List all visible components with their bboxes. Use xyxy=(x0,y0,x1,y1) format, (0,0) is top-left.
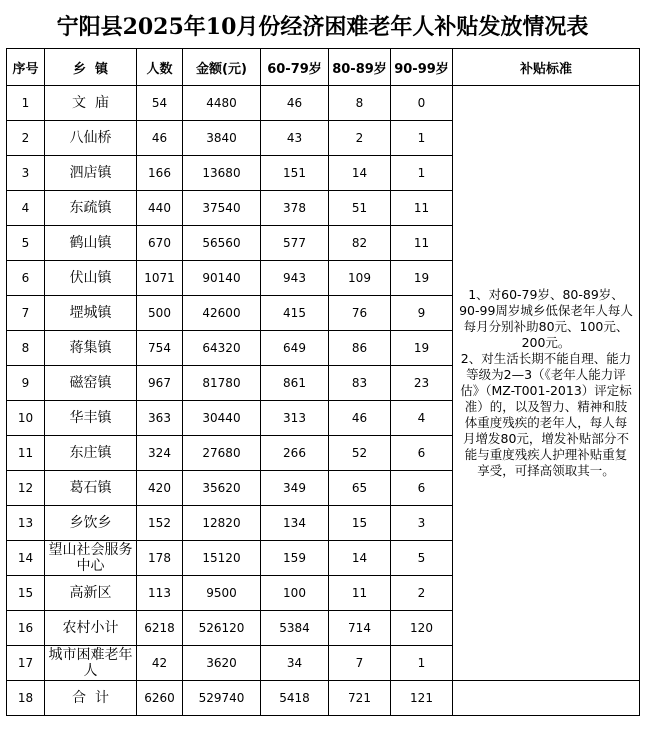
row-amount: 42600 xyxy=(183,296,261,331)
row-town: 堽城镇 xyxy=(45,296,137,331)
row-count: 166 xyxy=(137,156,183,191)
row-seq: 3 xyxy=(7,156,45,191)
row-seq: 6 xyxy=(7,261,45,296)
row-seq: 16 xyxy=(7,611,45,646)
row-count: 178 xyxy=(137,541,183,576)
row-age-60-79: 5384 xyxy=(261,611,329,646)
row-age-80-89: 7 xyxy=(329,646,391,681)
row-town: 农村小计 xyxy=(45,611,137,646)
row-count: 152 xyxy=(137,506,183,541)
row-town: 华丰镇 xyxy=(45,401,137,436)
table-body xyxy=(7,86,640,716)
row-amount: 15120 xyxy=(183,541,261,576)
row-seq: 5 xyxy=(7,226,45,261)
row-seq: 14 xyxy=(7,541,45,576)
row-count: 967 xyxy=(137,366,183,401)
empty-standard-cell xyxy=(453,681,640,716)
row-age-90-99: 4 xyxy=(391,401,453,436)
row-age-60-79: 313 xyxy=(261,401,329,436)
row-age-80-89: 86 xyxy=(329,331,391,366)
row-seq: 10 xyxy=(7,401,45,436)
row-age-60-79: 943 xyxy=(261,261,329,296)
row-amount: 4480 xyxy=(183,86,261,121)
row-age-80-89: 14 xyxy=(329,156,391,191)
row-age-60-79: 34 xyxy=(261,646,329,681)
row-town: 磁窑镇 xyxy=(45,366,137,401)
row-age-80-89: 714 xyxy=(329,611,391,646)
row-seq: 9 xyxy=(7,366,45,401)
row-count: 670 xyxy=(137,226,183,261)
row-age-60-79: 46 xyxy=(261,86,329,121)
row-age-90-99: 0 xyxy=(391,86,453,121)
header-amount: 金额(元) xyxy=(183,49,261,86)
row-age-80-89: 8 xyxy=(329,86,391,121)
row-age-60-79: 151 xyxy=(261,156,329,191)
row-age-90-99: 11 xyxy=(391,191,453,226)
row-age-80-89: 52 xyxy=(329,436,391,471)
row-age-90-99: 121 xyxy=(391,681,453,716)
header-age-90-99: 90-99岁 xyxy=(391,49,453,86)
row-count: 324 xyxy=(137,436,183,471)
row-age-60-79: 159 xyxy=(261,541,329,576)
row-age-60-79: 577 xyxy=(261,226,329,261)
row-town: 东庄镇 xyxy=(45,436,137,471)
row-count: 440 xyxy=(137,191,183,226)
row-seq: 17 xyxy=(7,646,45,681)
row-age-80-89: 83 xyxy=(329,366,391,401)
row-seq: 18 xyxy=(7,681,45,716)
row-age-90-99: 2 xyxy=(391,576,453,611)
row-seq: 13 xyxy=(7,506,45,541)
subsidy-standard-text xyxy=(453,86,640,681)
row-count: 113 xyxy=(137,576,183,611)
row-amount: 3840 xyxy=(183,121,261,156)
header-seq: 序号 xyxy=(7,49,45,86)
row-count: 754 xyxy=(137,331,183,366)
row-age-90-99: 5 xyxy=(391,541,453,576)
row-age-60-79: 861 xyxy=(261,366,329,401)
row-amount: 12820 xyxy=(183,506,261,541)
row-town: 合 计 xyxy=(45,681,137,716)
standard-paragraph-2: 2、对生活长期不能自理、能力等级为2—3（《老年人能力评估》（MZ-T001-2013）评定标准）的，以及智力、精神和肢体重度残疾的老年人，每人每月增发80元，增发补贴部分不能与重度残疾人护理补贴重复享受，可择高领取其一。 xyxy=(460,351,632,478)
row-town: 伏山镇 xyxy=(45,261,137,296)
row-town: 蒋集镇 xyxy=(45,331,137,366)
row-amount: 90140 xyxy=(183,261,261,296)
row-age-60-79: 5418 xyxy=(261,681,329,716)
row-age-60-79: 43 xyxy=(261,121,329,156)
row-age-90-99: 1 xyxy=(391,646,453,681)
standard-paragraph-1: 1、对60-79岁、80-89岁、90-99周岁城乡低保老年人每人每月分别补助80元、100元、200元。 xyxy=(459,287,633,350)
row-town: 鹤山镇 xyxy=(45,226,137,261)
row-age-80-89: 46 xyxy=(329,401,391,436)
row-age-80-89: 2 xyxy=(329,121,391,156)
row-amount: 37540 xyxy=(183,191,261,226)
row-age-60-79: 349 xyxy=(261,471,329,506)
row-age-80-89: 15 xyxy=(329,506,391,541)
row-amount: 526120 xyxy=(183,611,261,646)
row-seq: 1 xyxy=(7,86,45,121)
table-row xyxy=(7,681,640,716)
row-seq: 11 xyxy=(7,436,45,471)
table-row xyxy=(7,86,640,121)
row-age-60-79: 100 xyxy=(261,576,329,611)
row-seq: 12 xyxy=(7,471,45,506)
header-count: 人数 xyxy=(137,49,183,86)
row-count: 46 xyxy=(137,121,183,156)
row-age-60-79: 266 xyxy=(261,436,329,471)
row-age-90-99: 1 xyxy=(391,121,453,156)
row-age-80-89: 51 xyxy=(329,191,391,226)
row-age-60-79: 415 xyxy=(261,296,329,331)
row-count: 54 xyxy=(137,86,183,121)
row-town: 葛石镇 xyxy=(45,471,137,506)
row-age-90-99: 6 xyxy=(391,436,453,471)
row-seq: 4 xyxy=(7,191,45,226)
row-age-90-99: 19 xyxy=(391,331,453,366)
row-count: 6260 xyxy=(137,681,183,716)
row-town: 泗店镇 xyxy=(45,156,137,191)
header-town: 乡 镇 xyxy=(45,49,137,86)
row-amount: 3620 xyxy=(183,646,261,681)
row-age-60-79: 378 xyxy=(261,191,329,226)
row-count: 42 xyxy=(137,646,183,681)
document-title: 宁阳县2025年10月份经济困难老年人补贴发放情况表 xyxy=(56,14,589,40)
row-age-80-89: 65 xyxy=(329,471,391,506)
row-seq: 2 xyxy=(7,121,45,156)
row-age-90-99: 11 xyxy=(391,226,453,261)
row-count: 1071 xyxy=(137,261,183,296)
row-count: 363 xyxy=(137,401,183,436)
row-count: 500 xyxy=(137,296,183,331)
row-town: 文 庙 xyxy=(45,86,137,121)
row-count: 420 xyxy=(137,471,183,506)
row-amount: 56560 xyxy=(183,226,261,261)
row-amount: 529740 xyxy=(183,681,261,716)
row-amount: 9500 xyxy=(183,576,261,611)
row-amount: 81780 xyxy=(183,366,261,401)
row-age-90-99: 6 xyxy=(391,471,453,506)
row-seq: 7 xyxy=(7,296,45,331)
row-age-60-79: 649 xyxy=(261,331,329,366)
row-town: 城市困难老年人 xyxy=(45,646,137,681)
row-town: 望山社会服务中心 xyxy=(45,541,137,576)
row-age-80-89: 11 xyxy=(329,576,391,611)
row-amount: 35620 xyxy=(183,471,261,506)
row-town: 高新区 xyxy=(45,576,137,611)
row-seq: 8 xyxy=(7,331,45,366)
row-age-90-99: 1 xyxy=(391,156,453,191)
row-age-90-99: 9 xyxy=(391,296,453,331)
row-age-80-89: 14 xyxy=(329,541,391,576)
row-count: 6218 xyxy=(137,611,183,646)
row-age-60-79: 134 xyxy=(261,506,329,541)
row-town: 东疏镇 xyxy=(45,191,137,226)
row-age-80-89: 109 xyxy=(329,261,391,296)
row-age-90-99: 23 xyxy=(391,366,453,401)
row-age-80-89: 82 xyxy=(329,226,391,261)
row-amount: 27680 xyxy=(183,436,261,471)
row-age-90-99: 19 xyxy=(391,261,453,296)
header-age-80-89: 80-89岁 xyxy=(329,49,391,86)
row-amount: 64320 xyxy=(183,331,261,366)
row-age-90-99: 3 xyxy=(391,506,453,541)
row-town: 八仙桥 xyxy=(45,121,137,156)
header-age-60-79: 60-79岁 xyxy=(261,49,329,86)
row-amount: 30440 xyxy=(183,401,261,436)
header-standard: 补贴标准 xyxy=(453,49,640,86)
header-row xyxy=(7,49,640,86)
subsidy-table xyxy=(6,48,640,716)
row-age-80-89: 721 xyxy=(329,681,391,716)
row-age-80-89: 76 xyxy=(329,296,391,331)
row-town: 乡饮乡 xyxy=(45,506,137,541)
row-seq: 15 xyxy=(7,576,45,611)
row-amount: 13680 xyxy=(183,156,261,191)
row-age-90-99: 120 xyxy=(391,611,453,646)
